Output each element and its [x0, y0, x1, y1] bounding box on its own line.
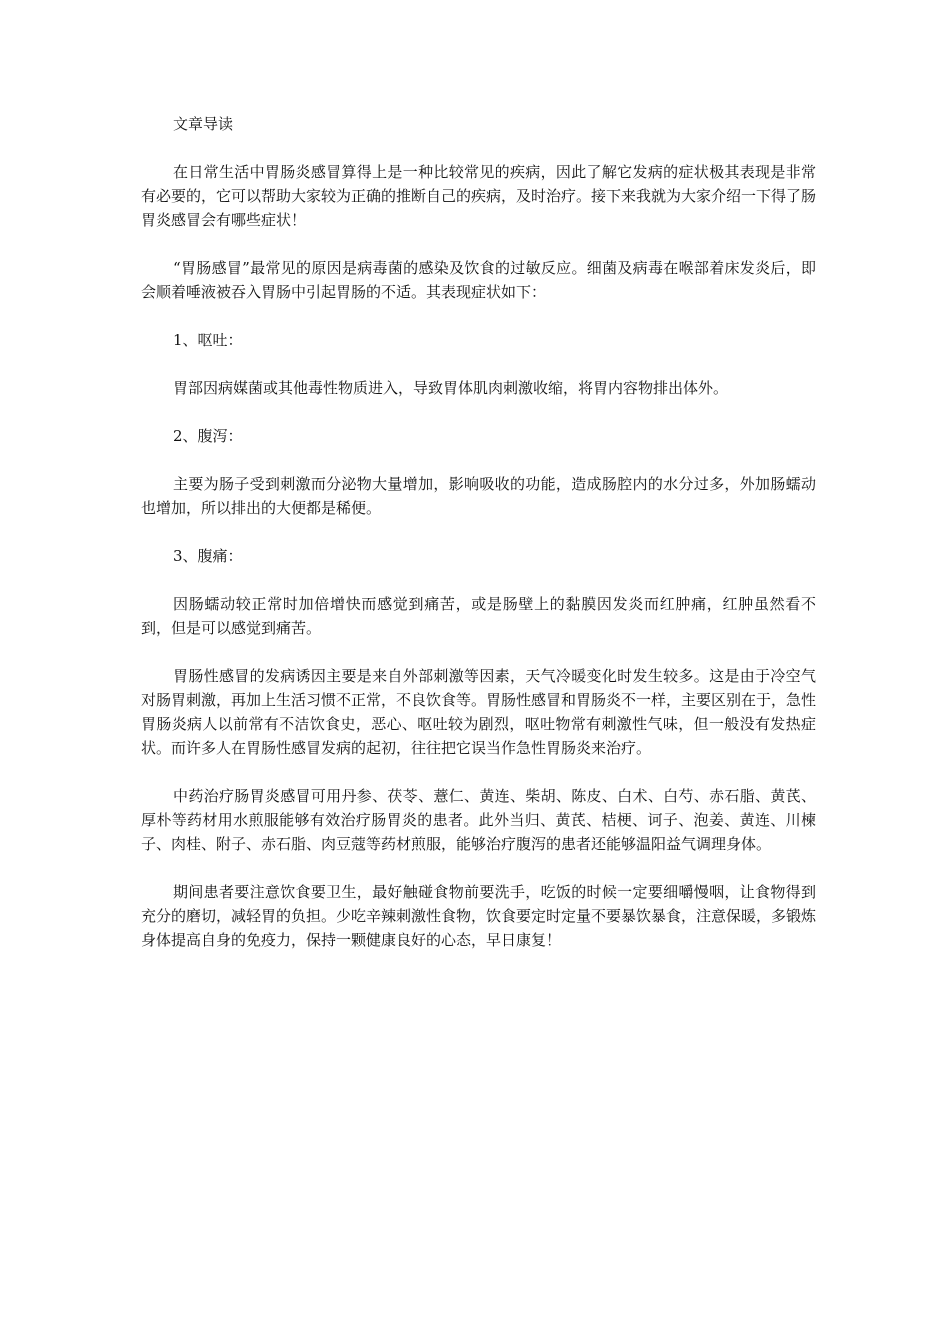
symptom-heading-vomiting: 1、呕吐： [173, 331, 243, 349]
article-guide-heading: 文章导读 [173, 115, 234, 133]
diarrhea-paragraph: 主要为肠子受到刺激而分泌物大量增加，影响吸收的功能，造成肠腔内的水分过多，外加肠蠕动也增加，所以排出的大便都是稀便。 [141, 475, 816, 517]
treatment-paragraph: 中药治疗肠胃炎感冒可用丹参、茯苓、薏仁、黄连、柴胡、陈皮、白术、白芍、赤石脂、黄芪、厚朴等药材用水煎服能够有效治疗肠胃炎的患者。此外当归、黄芪、桔梗、诃子、泡姜、黄连、川楝子、肉桂、附子、赤石脂、肉豆蔻等药材煎服，能够治疗腹泻的患者还能够温阳益气调理身体。 [141, 787, 816, 853]
triggers-paragraph: 胃肠性感冒的发病诱因主要是来自外部刺激等因素，天气冷暖变化时发生较多。这是由于冷空气对肠胃刺激，再加上生活习惯不正常，不良饮食等。胃肠性感冒和胃肠炎不一样，主要区别在于，急性胃肠炎病人以前常有不洁饮食史，恶心、呕吐较为剧烈，呕吐物常有刺激性气味，但一般没有发热症状。而许多人在胃肠性感冒发病的起初，往往把它误当作急性胃肠炎来治疗。 [141, 667, 817, 757]
advice-paragraph: 期间患者要注意饮食要卫生，最好触碰食物前要洗手，吃饭的时候一定要细嚼慢咽，让食物得到充分的磨切，减轻胃的负担。少吃辛辣刺激性食物，饮食要定时定量不要暴饮暴食，注意保暖，多锻炼身体提高自身的免疫力，保持一颗健康良好的心态，早日康复！ [141, 883, 817, 949]
cause-paragraph: “胃肠感冒”最常见的原因是病毒菌的感染及饮食的过敏反应。细菌及病毒在喉部着床发炎后，即会顺着唾液被吞入胃肠中引起胃肠的不适。其表现症状如下： [141, 259, 816, 301]
symptom-heading-diarrhea: 2、腹泻： [173, 427, 243, 445]
intro-paragraph: 在日常生活中胃肠炎感冒算得上是一种比较常见的疾病，因此了解它发病的症状极其表现是非常有必要的，它可以帮助大家较为正确的推断自己的疾病，及时治疗。接下来我就为大家介绍一下得了肠胃炎感冒会有哪些症状！ [141, 163, 817, 229]
document-page [141, 112, 816, 976]
abdominal-pain-paragraph: 因肠蠕动较正常时加倍增快而感觉到痛苦，或是肠壁上的黏膜因发炎而红肿痛，红肿虽然看不到，但是可以感觉到痛苦。 [141, 595, 816, 637]
symptom-heading-abdominal-pain: 3、腹痛： [173, 547, 243, 565]
vomiting-paragraph: 胃部因病媒菌或其他毒性物质进入，导致胃体肌肉刺激收缩，将胃内容物排出体外。 [173, 379, 729, 397]
